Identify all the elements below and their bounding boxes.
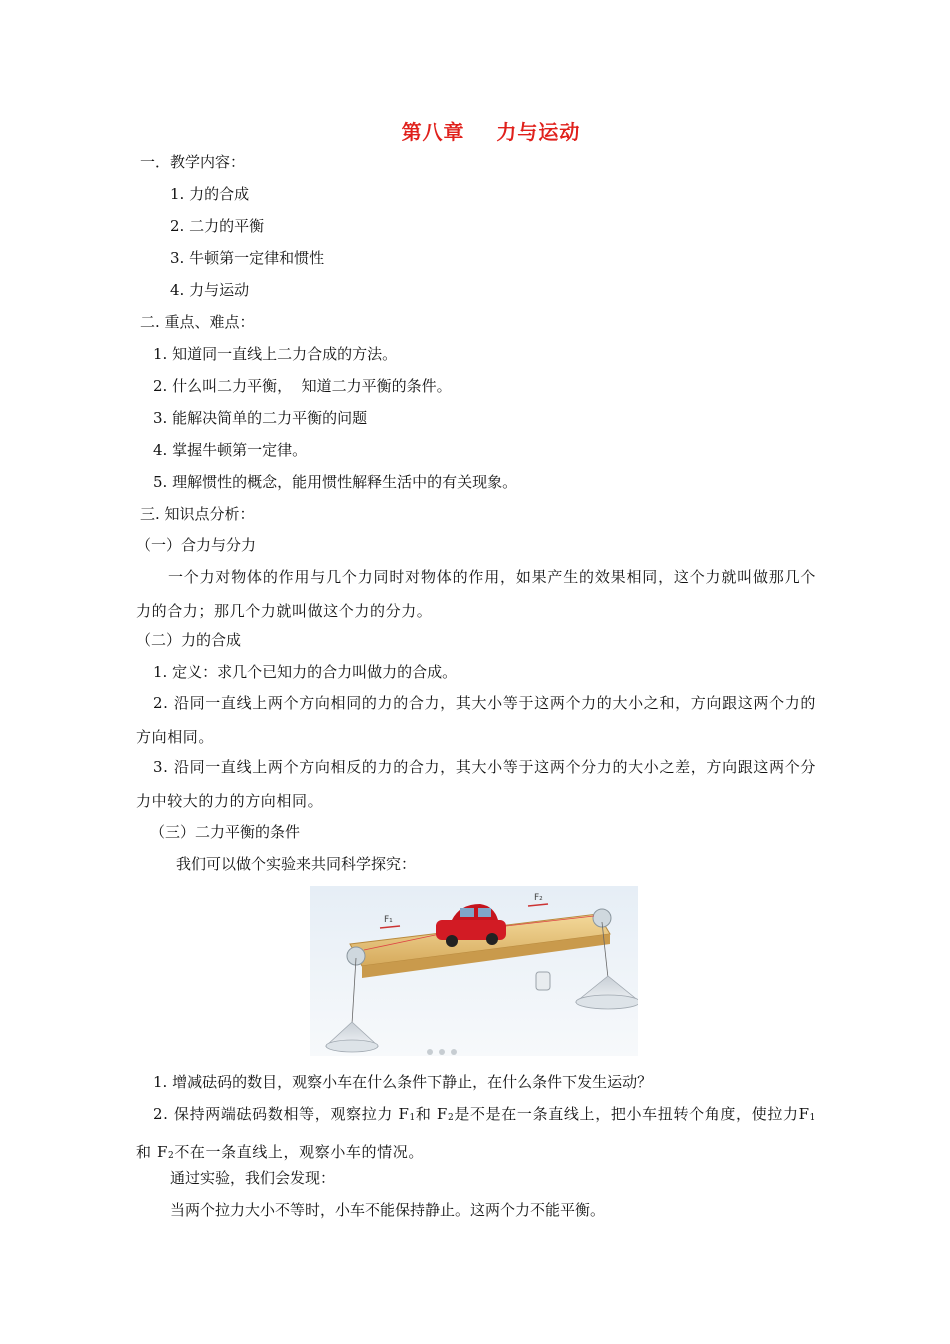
composition-item-1: 1. 定义：求几个已知力的合力叫做力的合成。 xyxy=(153,663,458,681)
content-item-2: 2. 二力的平衡 xyxy=(170,217,265,235)
content-item-3: 3. 牛顿第一定律和惯性 xyxy=(170,249,325,267)
experiment-step-1: 1. 增减砝码的数目，观察小车在什么条件下静止，在什么条件下发生运动？ xyxy=(153,1073,653,1091)
key-point-2: 2. 什么叫二力平衡， 知道二力平衡的条件。 xyxy=(153,377,452,395)
experiment-photo xyxy=(310,886,638,1056)
experiment-illustration xyxy=(310,886,638,1056)
content-item-1: 1. 力的合成 xyxy=(170,185,250,203)
key-point-5: 5. 理解惯性的概念，能用惯性解释生活中的有关现象。 xyxy=(153,473,518,491)
subsection-1-heading: （一）合力与分力 xyxy=(136,536,257,554)
subsection-2-heading: （二）力的合成 xyxy=(136,631,242,649)
content-item-4: 4. 力与运动 xyxy=(170,281,250,299)
page-title: 第八章 力与运动 xyxy=(401,120,581,144)
experiment-intro: 我们可以做个实验来共同科学探究： xyxy=(176,855,417,873)
section-3-heading: 三. 知识点分析： xyxy=(140,505,255,523)
subsection-3-heading: （三）二力平衡的条件 xyxy=(150,823,301,841)
experiment-step-2: 2. 保持两端砝码数相等，观察拉力 $F_1$和 $F_2$是不是在一条直线上，把小车扭转个角度，使拉力$F_1$和 $F_2$不在一条直线上，观察小车的情况。 xyxy=(136,1105,816,1161)
conclusion-intro: 通过实验，我们会发现： xyxy=(170,1169,336,1187)
key-point-3: 3. 能解决简单的二力平衡的问题 xyxy=(153,409,368,427)
composition-item-2: 2. 沿同一直线上两个方向相同的力的合力，其大小等于这两个力的大小之和，方向跟这两个力的方向相同。 xyxy=(136,694,816,746)
section-1-heading: 一．教学内容： xyxy=(140,153,246,171)
resultant-force-paragraph: 一个力对物体的作用与几个力同时对物体的作用，如果产生的效果相同，这个力就叫做那几个力的合力；那几个力就叫做这个力的分力。 xyxy=(136,568,816,620)
force-label-f1: F₁ xyxy=(384,915,393,925)
section-2-heading: 二. 重点、难点： xyxy=(140,313,255,331)
key-point-1: 1. 知道同一直线上二力合成的方法。 xyxy=(153,345,398,363)
force-label-f2: F₂ xyxy=(534,893,543,903)
key-point-4: 4. 掌握牛顿第一定律。 xyxy=(153,441,308,459)
conclusion-1: 当两个拉力大小不等时，小车不能保持静止。这两个力不能平衡。 xyxy=(170,1201,606,1219)
composition-item-3: 3. 沿同一直线上两个方向相反的力的合力，其大小等于这两个分力的大小之差，方向跟这两个分力中较大的力的方向相同。 xyxy=(136,758,816,810)
